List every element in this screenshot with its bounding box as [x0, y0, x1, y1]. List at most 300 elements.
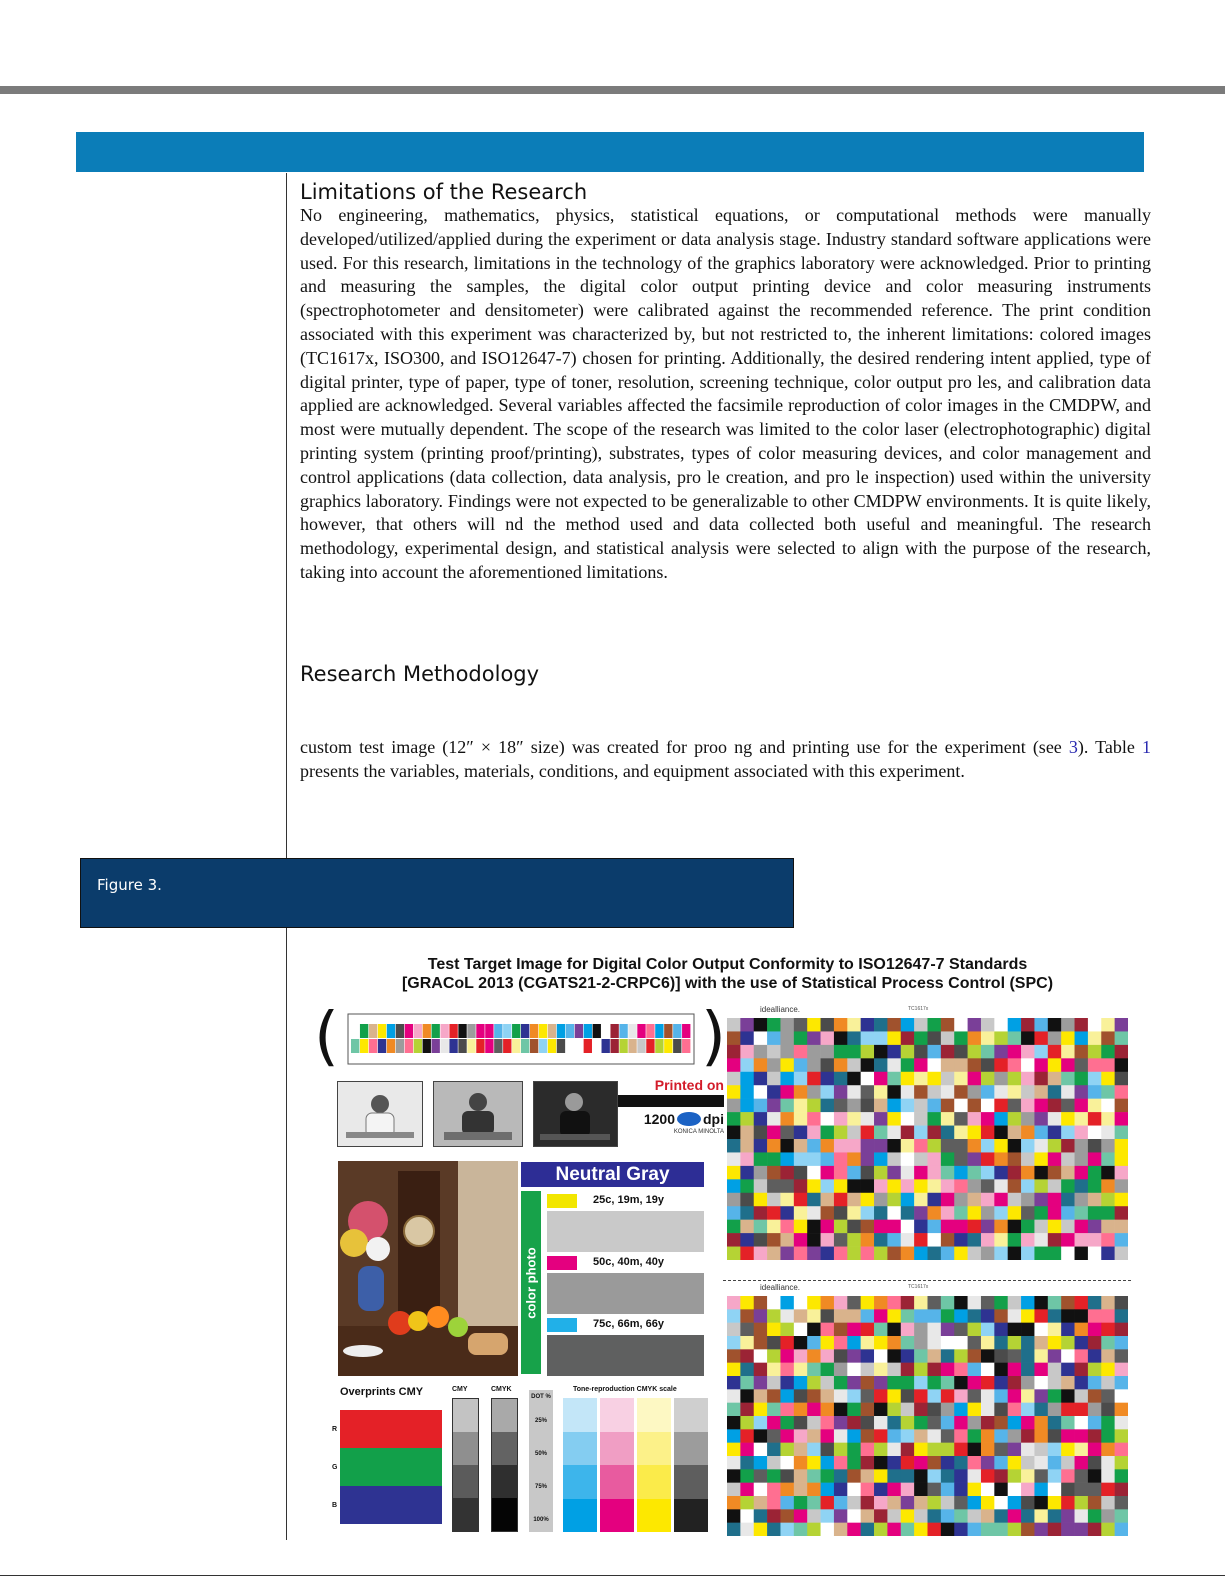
color-patch — [780, 1233, 794, 1247]
color-patch — [994, 1233, 1008, 1247]
color-patch — [821, 1523, 835, 1536]
color-patch — [780, 1296, 794, 1310]
color-patch — [740, 1099, 754, 1113]
color-patch — [847, 1072, 861, 1086]
color-patch — [847, 1152, 861, 1166]
color-patch — [887, 1429, 901, 1443]
color-patch — [914, 1496, 928, 1510]
color-patch — [847, 1509, 861, 1523]
color-patch — [941, 1072, 955, 1086]
color-patch — [941, 1099, 955, 1113]
color-patch — [834, 1363, 848, 1377]
color-patch — [1115, 1193, 1128, 1207]
color-patch — [847, 1126, 861, 1140]
color-patch — [807, 1045, 821, 1059]
color-patch — [914, 1469, 928, 1483]
color-patch — [794, 1166, 808, 1180]
color-patch — [727, 1112, 741, 1126]
color-patch — [901, 1509, 915, 1523]
color-patch — [874, 1429, 888, 1443]
tone-scale-heading: Tone-reproduction CMYK scale — [573, 1386, 677, 1393]
color-patch — [1075, 1058, 1089, 1072]
color-patch — [780, 1152, 794, 1166]
color-patch — [874, 1152, 888, 1166]
color-patch — [807, 1179, 821, 1193]
color-patch — [1048, 1193, 1062, 1207]
column-divider — [286, 173, 287, 1540]
color-patch — [1115, 1469, 1128, 1483]
color-patch — [727, 1247, 741, 1260]
color-patch — [821, 1193, 835, 1207]
color-patch — [740, 1247, 754, 1260]
color-patch — [821, 1206, 835, 1220]
color-patch — [981, 1112, 995, 1126]
color-patch — [968, 1233, 982, 1247]
color-patch — [981, 1206, 995, 1220]
color-patch — [901, 1296, 915, 1310]
color-patch — [754, 1363, 768, 1377]
color-patch — [968, 1443, 982, 1457]
color-patch — [874, 1072, 888, 1086]
color-patch — [1088, 1509, 1102, 1523]
color-patch — [807, 1247, 821, 1260]
color-patch — [954, 1296, 968, 1310]
brand-label: KONICA MINOLTA — [673, 1129, 724, 1135]
color-patch — [941, 1166, 955, 1180]
color-patch — [1034, 1456, 1048, 1470]
color-patch — [928, 1483, 942, 1497]
color-patch — [901, 1112, 915, 1126]
color-patch — [887, 1296, 901, 1310]
color-patch — [968, 1206, 982, 1220]
color-patch — [1008, 1112, 1022, 1126]
color-patch — [1021, 1336, 1035, 1350]
color-patch — [914, 1112, 928, 1126]
color-patch — [901, 1469, 915, 1483]
cmyk-gray-ramp — [491, 1398, 518, 1532]
color-patch — [754, 1309, 768, 1323]
still-life-photo — [338, 1161, 518, 1376]
color-patch — [807, 1031, 821, 1045]
color-patch — [928, 1179, 942, 1193]
color-patch — [1034, 1166, 1048, 1180]
color-patch — [901, 1456, 915, 1470]
color-patch — [754, 1509, 768, 1523]
bracket-right-icon: ) — [701, 1000, 726, 1074]
color-patch — [740, 1193, 754, 1207]
color-patch — [847, 1469, 861, 1483]
color-patch — [740, 1416, 754, 1430]
color-patch — [887, 1058, 901, 1072]
color-patch — [740, 1309, 754, 1323]
table-reference-link[interactable]: 1 — [1142, 737, 1152, 757]
control-strip-patch — [646, 1039, 654, 1053]
control-strip-patch — [664, 1039, 672, 1053]
color-patch — [981, 1403, 995, 1417]
color-patch — [954, 1045, 968, 1059]
color-patch — [1088, 1126, 1102, 1140]
control-strip-patch — [503, 1024, 511, 1038]
control-strip-patch — [619, 1039, 627, 1053]
color-patch — [954, 1179, 968, 1193]
color-patch — [1088, 1085, 1102, 1099]
control-strip-patch — [369, 1024, 377, 1038]
color-patch — [1021, 1509, 1035, 1523]
color-patch — [807, 1443, 821, 1457]
color-patch — [1061, 1523, 1075, 1536]
color-patch — [767, 1429, 781, 1443]
color-patch — [901, 1376, 915, 1390]
color-patch — [1048, 1099, 1062, 1113]
color-patch — [861, 1296, 875, 1310]
color-patch — [901, 1166, 915, 1180]
color-patch — [834, 1247, 848, 1260]
color-patch — [740, 1233, 754, 1247]
control-strip-patch — [512, 1024, 520, 1038]
color-patch — [807, 1112, 821, 1126]
color-patch — [1088, 1496, 1102, 1510]
color-patch — [780, 1443, 794, 1457]
color-patch — [1101, 1045, 1115, 1059]
color-patch — [928, 1152, 942, 1166]
color-patch — [1034, 1376, 1048, 1390]
color-patch — [901, 1233, 915, 1247]
color-patch — [887, 1139, 901, 1153]
color-patch — [847, 1443, 861, 1457]
color-patch — [994, 1112, 1008, 1126]
color-patch — [954, 1085, 968, 1099]
color-patch — [968, 1296, 982, 1310]
dot-step: 50% — [534, 1451, 547, 1457]
color-patch — [847, 1220, 861, 1234]
color-patch — [1088, 1220, 1102, 1234]
color-patch — [1021, 1179, 1035, 1193]
color-patch — [754, 1456, 768, 1470]
color-patch — [887, 1152, 901, 1166]
color-patch — [914, 1220, 928, 1234]
color-patch — [861, 1126, 875, 1140]
color-patch — [981, 1018, 995, 1032]
color-patch — [847, 1179, 861, 1193]
color-patch — [740, 1429, 754, 1443]
color-patch — [861, 1483, 875, 1497]
control-strip-patch — [557, 1024, 565, 1038]
color-patch — [954, 1206, 968, 1220]
color-patch — [1008, 1206, 1022, 1220]
color-patch — [1048, 1220, 1062, 1234]
color-patch — [780, 1429, 794, 1443]
color-patch — [1034, 1323, 1048, 1337]
color-patch — [740, 1139, 754, 1153]
color-patch — [861, 1045, 875, 1059]
color-patch — [874, 1193, 888, 1207]
color-patch — [874, 1509, 888, 1523]
color-patch — [834, 1456, 848, 1470]
color-patch — [1048, 1349, 1062, 1363]
color-patch — [794, 1045, 808, 1059]
color-patch — [794, 1509, 808, 1523]
color-patch — [874, 1336, 888, 1350]
color-patch — [821, 1389, 835, 1403]
control-strip-patch — [539, 1024, 547, 1038]
color-patch — [1101, 1099, 1115, 1113]
color-patch — [794, 1018, 808, 1032]
color-patch — [1101, 1193, 1115, 1207]
color-patch — [1088, 1099, 1102, 1113]
color-patch — [1048, 1152, 1062, 1166]
color-patch — [1075, 1206, 1089, 1220]
color-patch — [1061, 1309, 1075, 1323]
color-patch — [887, 1112, 901, 1126]
color-patch — [727, 1523, 741, 1536]
color-patch — [874, 1296, 888, 1310]
color-patch — [968, 1336, 982, 1350]
color-patch — [821, 1166, 835, 1180]
color-patch — [740, 1403, 754, 1417]
color-patch — [807, 1220, 821, 1234]
color-patch — [847, 1247, 861, 1260]
control-strip-patch — [566, 1024, 574, 1038]
color-patch — [794, 1403, 808, 1417]
color-photo-label-bar — [521, 1191, 541, 1374]
color-patch — [1048, 1323, 1062, 1337]
color-patch — [727, 1416, 741, 1430]
color-patch — [847, 1166, 861, 1180]
color-patch — [928, 1166, 942, 1180]
color-patch — [1061, 1429, 1075, 1443]
color-patch — [754, 1389, 768, 1403]
color-patch — [954, 1336, 968, 1350]
color-patch — [887, 1220, 901, 1234]
color-patch — [981, 1296, 995, 1310]
control-strip-patch — [405, 1024, 413, 1038]
color-patch — [861, 1166, 875, 1180]
color-patch — [794, 1112, 808, 1126]
control-strip-patch — [682, 1024, 690, 1038]
color-patch — [794, 1031, 808, 1045]
color-patch — [834, 1296, 848, 1310]
color-patch — [861, 1099, 875, 1113]
color-patch — [1034, 1031, 1048, 1045]
color-patch — [847, 1456, 861, 1470]
color-patch — [821, 1483, 835, 1497]
color-patch — [780, 1389, 794, 1403]
color-patch — [1061, 1416, 1075, 1430]
color-patch — [1088, 1456, 1102, 1470]
color-patch — [807, 1309, 821, 1323]
color-patch — [1115, 1220, 1128, 1234]
control-strip-patch — [512, 1039, 520, 1053]
color-patch — [767, 1072, 781, 1086]
color-patch — [1061, 1085, 1075, 1099]
printer-info — [618, 1077, 724, 1135]
color-patch — [780, 1045, 794, 1059]
color-patch — [914, 1376, 928, 1390]
color-patch — [821, 1416, 835, 1430]
color-patch — [1048, 1363, 1062, 1377]
color-patch — [887, 1483, 901, 1497]
color-patch — [954, 1126, 968, 1140]
color-patch — [794, 1309, 808, 1323]
color-patch — [994, 1018, 1008, 1032]
color-patch — [1048, 1443, 1062, 1457]
color-patch — [901, 1031, 915, 1045]
color-patch — [807, 1456, 821, 1470]
color-patch — [861, 1058, 875, 1072]
color-patch — [740, 1045, 754, 1059]
color-patch — [1034, 1309, 1048, 1323]
figure-reference-link[interactable]: 3 — [1068, 737, 1078, 757]
color-patch — [821, 1296, 835, 1310]
color-patch — [1061, 1509, 1075, 1523]
color-patch — [914, 1247, 928, 1260]
color-patch — [954, 1469, 968, 1483]
color-patch — [861, 1523, 875, 1536]
color-patch — [941, 1233, 955, 1247]
color-patch — [874, 1179, 888, 1193]
color-patch — [1061, 1058, 1075, 1072]
color-patch — [754, 1031, 768, 1045]
color-patch — [1115, 1152, 1128, 1166]
color-patch — [1075, 1389, 1089, 1403]
color-patch — [968, 1112, 982, 1126]
color-patch — [994, 1469, 1008, 1483]
color-patch — [847, 1296, 861, 1310]
color-patch — [1021, 1456, 1035, 1470]
color-patch — [794, 1336, 808, 1350]
color-patch — [767, 1376, 781, 1390]
color-patch — [847, 1336, 861, 1350]
color-patch — [861, 1349, 875, 1363]
color-patch — [780, 1247, 794, 1260]
color-patch — [767, 1018, 781, 1032]
color-patch — [994, 1403, 1008, 1417]
color-patch — [727, 1220, 741, 1234]
color-patch — [1101, 1323, 1115, 1337]
color-patch — [1075, 1247, 1089, 1260]
control-strip-patch — [602, 1039, 610, 1053]
color-patch — [767, 1045, 781, 1059]
color-patch — [821, 1496, 835, 1510]
color-patch — [727, 1309, 741, 1323]
color-patch — [954, 1031, 968, 1045]
color-patch — [1075, 1496, 1089, 1510]
color-patch — [914, 1416, 928, 1430]
portrait-photo-1 — [337, 1081, 423, 1147]
color-patch — [1048, 1336, 1062, 1350]
color-patch — [874, 1323, 888, 1337]
color-patch — [861, 1085, 875, 1099]
color-patch — [1088, 1376, 1102, 1390]
color-patch — [1061, 1193, 1075, 1207]
color-patch — [994, 1166, 1008, 1180]
color-patch — [740, 1072, 754, 1086]
color-patch — [1021, 1429, 1035, 1443]
control-strip-patch — [387, 1024, 395, 1038]
color-patch — [1034, 1296, 1048, 1310]
color-patch — [767, 1179, 781, 1193]
control-strip-patch — [360, 1024, 368, 1038]
color-patch — [1061, 1045, 1075, 1059]
color-patch — [834, 1058, 848, 1072]
color-patch — [754, 1179, 768, 1193]
color-patch — [1088, 1166, 1102, 1180]
color-patch — [1088, 1443, 1102, 1457]
color-patch — [1021, 1389, 1035, 1403]
color-patch — [981, 1193, 995, 1207]
color-patch — [794, 1429, 808, 1443]
color-patch — [981, 1469, 995, 1483]
control-strip-patch — [521, 1039, 529, 1053]
color-patch — [981, 1031, 995, 1045]
color-patch — [780, 1112, 794, 1126]
color-patch — [794, 1416, 808, 1430]
color-patch — [941, 1483, 955, 1497]
color-patch — [968, 1031, 982, 1045]
color-patch — [1075, 1193, 1089, 1207]
color-patch — [834, 1085, 848, 1099]
color-patch — [954, 1193, 968, 1207]
color-patch — [1061, 1220, 1075, 1234]
color-patch — [901, 1349, 915, 1363]
color-patch — [1075, 1429, 1089, 1443]
color-patch — [821, 1179, 835, 1193]
color-patch — [767, 1152, 781, 1166]
color-patch — [1101, 1031, 1115, 1045]
color-patch — [914, 1139, 928, 1153]
color-patch — [887, 1496, 901, 1510]
color-patch — [807, 1349, 821, 1363]
color-patch — [1008, 1193, 1022, 1207]
color-patch — [941, 1443, 955, 1457]
color-patch — [1034, 1193, 1048, 1207]
color-patch — [834, 1309, 848, 1323]
color-patch — [727, 1099, 741, 1113]
color-patch — [1101, 1085, 1115, 1099]
color-patch — [1115, 1416, 1128, 1430]
color-patch — [981, 1099, 995, 1113]
color-patch — [1088, 1152, 1102, 1166]
color-patch — [1061, 1456, 1075, 1470]
color-patch — [821, 1363, 835, 1377]
color-patch — [954, 1443, 968, 1457]
color-patch — [1048, 1031, 1062, 1045]
color-patch — [914, 1058, 928, 1072]
tone-yellow — [637, 1398, 671, 1532]
color-patch — [874, 1126, 888, 1140]
color-patch — [1021, 1166, 1035, 1180]
color-patch — [780, 1099, 794, 1113]
color-patch — [1034, 1152, 1048, 1166]
color-patch — [1008, 1247, 1022, 1260]
color-patch — [821, 1031, 835, 1045]
color-patch — [1034, 1496, 1048, 1510]
color-patch — [1034, 1509, 1048, 1523]
color-patch — [821, 1018, 835, 1032]
color-patch — [941, 1018, 955, 1032]
control-strip-patch — [655, 1024, 663, 1038]
color-patch — [1101, 1376, 1115, 1390]
color-patch — [861, 1376, 875, 1390]
color-patch — [914, 1179, 928, 1193]
color-patch — [994, 1496, 1008, 1510]
color-patch — [928, 1193, 942, 1207]
color-patch — [861, 1363, 875, 1377]
color-patch — [767, 1483, 781, 1497]
color-patch — [807, 1429, 821, 1443]
color-patch — [1008, 1349, 1022, 1363]
color-patch — [981, 1336, 995, 1350]
